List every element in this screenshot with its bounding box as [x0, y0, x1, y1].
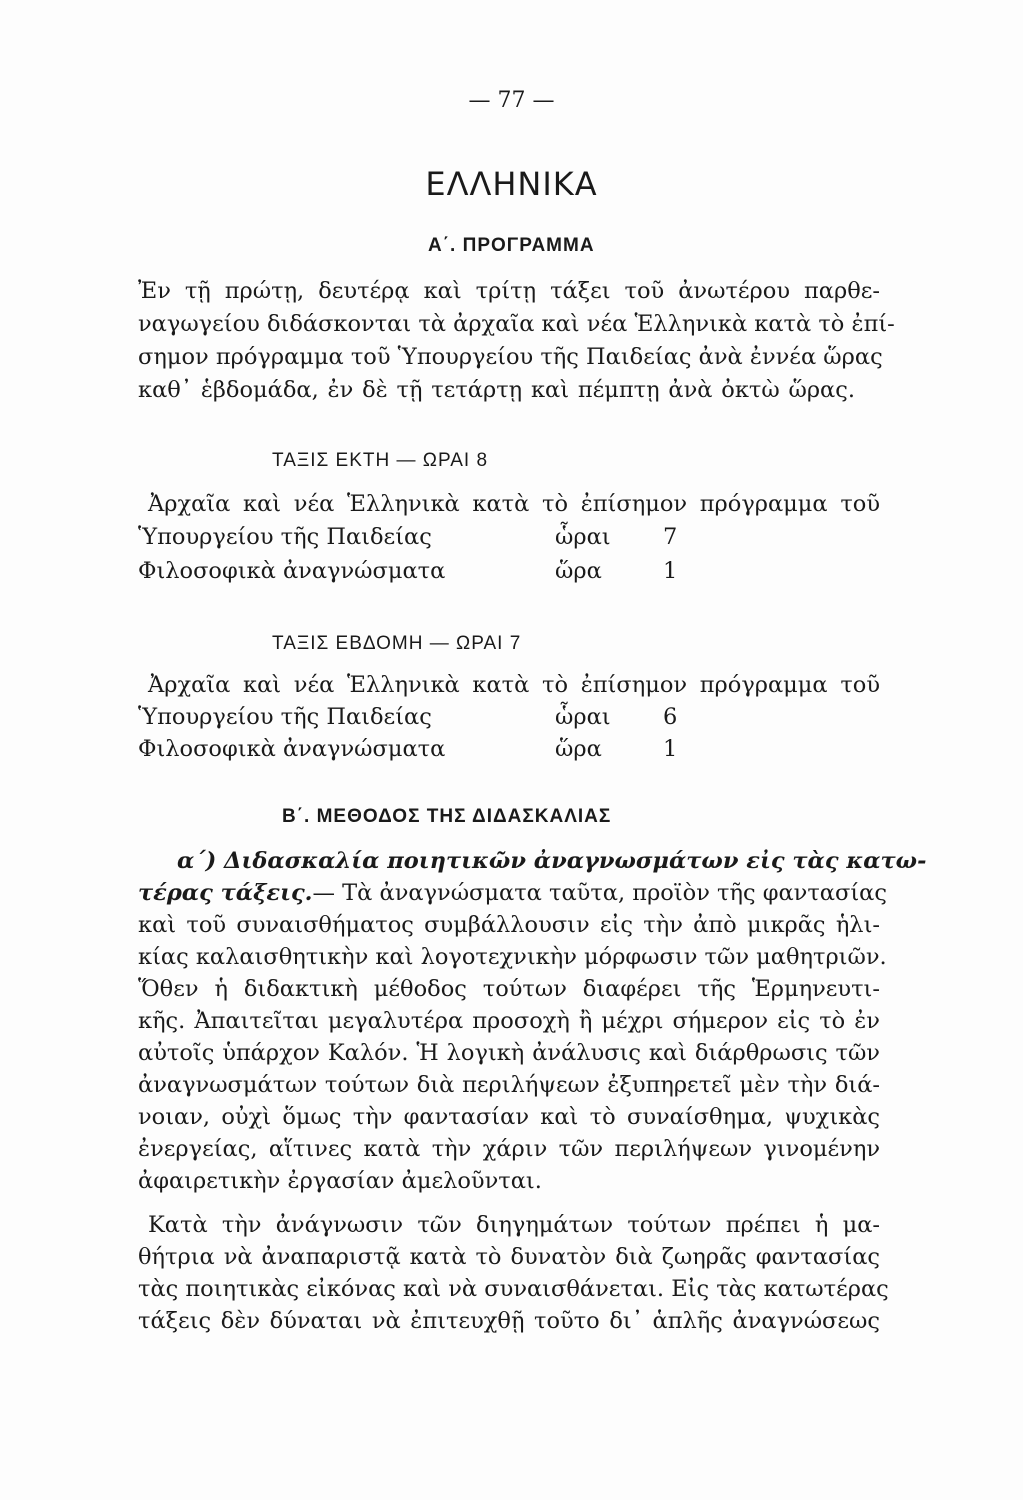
class7-row-2-unit: ὥρα [555, 736, 602, 762]
class6-heading: ΤΑΞΙΣ ΕΚΤΗ — ΩΡΑΙ 8 [272, 450, 489, 471]
class7-row-2-subject: Φιλοσοφικὰ ἀναγνώσματα [138, 736, 446, 762]
text-line: ναγωγείου διδάσκονται τὰ ἀρχαῖα καὶ νέα Ἑλληνικὰ κατὰ τὸ ἐπί- [138, 311, 895, 337]
page-number: — 77 — [468, 88, 555, 113]
text-line [138, 878, 887, 908]
section-a-heading: Α΄. ΠΡΟΓΡΑΜΜΑ [428, 235, 595, 256]
text-line: ἐνεργείας, αἵτινες κατὰ τὴν χάριν τῶν περιλήψεων γινομένην [138, 1136, 880, 1162]
text-line: Κατὰ τὴν ἀνάγνωσιν τῶν διηγημάτων τούτων πρέπει ἡ μα- [148, 1212, 880, 1238]
text-line: καὶ τοῦ συναισθήματος συμβάλλουσιν εἰς τὴν ἀπὸ μικρᾶς ἡλι- [138, 912, 880, 938]
text-line: αὐτοῖς ὑπάρχον Καλόν. Ἡ λογικὴ ἀνάλυσις καὶ διάρθρωσις τῶν [138, 1040, 880, 1066]
subheading: α΄) Διδασκαλία ποιητικῶν ἀναγνωσμάτων εἰς τὰς κατω- [177, 848, 927, 874]
text-line: Ἐν τῇ πρώτῃ, δευτέρᾳ καὶ τρίτῃ τάξει τοῦ ἀνωτέρου παρθε- [138, 278, 880, 304]
class6-intro: Ἀρχαῖα καὶ νέα Ἑλληνικὰ κατὰ τὸ ἐπίσημον πρόγραμμα τοῦ [148, 491, 880, 517]
section-b-heading: Β΄. ΜΕΘΟΔΟΣ ΤΗΣ ΔΙΔΑΣΚΑΛΙΑΣ [282, 806, 612, 827]
class6-row-1-hours: 7 [663, 524, 678, 550]
text-line: σημον πρόγραμμα τοῦ Ὑπουργείου τῆς Παιδείας ἀνὰ ἐννέα ὥρας [138, 344, 883, 370]
class7-heading: ΤΑΞΙΣ ΕΒΔΟΜΗ — ΩΡΑΙ 7 [272, 633, 522, 654]
text-line: ἀναγνωσμάτων τούτων διὰ περιλήψεων ἐξυπηρετεῖ μὲν τὴν διά- [138, 1072, 880, 1098]
text-line: νοιαν, οὐχὶ ὅμως τὴν φαντασίαν καὶ τὸ συναίσθημα, ψυχικὰς [138, 1104, 880, 1130]
class7-row-1-hours: 6 [663, 704, 678, 730]
text-line-rest: — Τὰ ἀναγνώσματα ταῦτα, προϊὸν τῆς φαντασίας [312, 880, 887, 906]
text-line: Ὅθεν ἡ διδακτικὴ μέθοδος τούτων διαφέρει τῆς Ἑρμηνευτι- [138, 976, 880, 1002]
text-line: καθ᾽ ἑβδομάδα, ἐν δὲ τῇ τετάρτῃ καὶ πέμπτῃ ἀνὰ ὀκτὼ ὥρας. [138, 377, 855, 403]
text-line: τάξεις δὲν δύναται νὰ ἐπιτευχθῇ τοῦτο δι᾽ ἁπλῆς ἀναγνώσεως [138, 1308, 880, 1334]
class7-intro: Ἀρχαῖα καὶ νέα Ἑλληνικὰ κατὰ τὸ ἐπίσημον πρόγραμμα τοῦ [148, 672, 880, 698]
text-line: κίας καλαισθητικὴν καὶ λογοτεχνικὴν μόρφωσιν τῶν μαθητριῶν. [138, 944, 887, 970]
class6-row-1-subject: Ὑπουργείου τῆς Παιδείας [138, 524, 432, 550]
text-line: ἀφαιρετικὴν ἐργασίαν ἀμελοῦνται. [138, 1168, 542, 1194]
text-line: θήτρια νὰ ἀναπαριστᾷ κατὰ τὸ δυνατὸν διὰ ζωηρᾶς φαντασίας [138, 1244, 880, 1270]
class7-row-1-subject: Ὑπουργείου τῆς Παιδείας [138, 704, 432, 730]
class6-row-1-unit: ὧραι [555, 524, 611, 550]
page-title: ΕΛΛΗΝΙΚΑ [425, 165, 598, 203]
class7-row-1-unit: ὧραι [555, 704, 611, 730]
text-line: κῆς. Ἀπαιτεῖται μεγαλυτέρα προσοχὴ ἢ μέχρι σήμερον εἰς τὸ ἐν [138, 1008, 880, 1034]
text-line: τὰς ποιητικὰς εἰκόνας καὶ νὰ συναισθάνεται. Εἰς τὰς κατωτέρας [138, 1276, 889, 1302]
subheading-end: τέρας τάξεις. [138, 880, 313, 906]
class7-row-2-hours: 1 [663, 736, 678, 762]
class6-row-2-hours: 1 [663, 558, 678, 584]
class6-row-2-subject: Φιλοσοφικὰ ἀναγνώσματα [138, 558, 446, 584]
class6-row-2-unit: ὥρα [555, 558, 602, 584]
